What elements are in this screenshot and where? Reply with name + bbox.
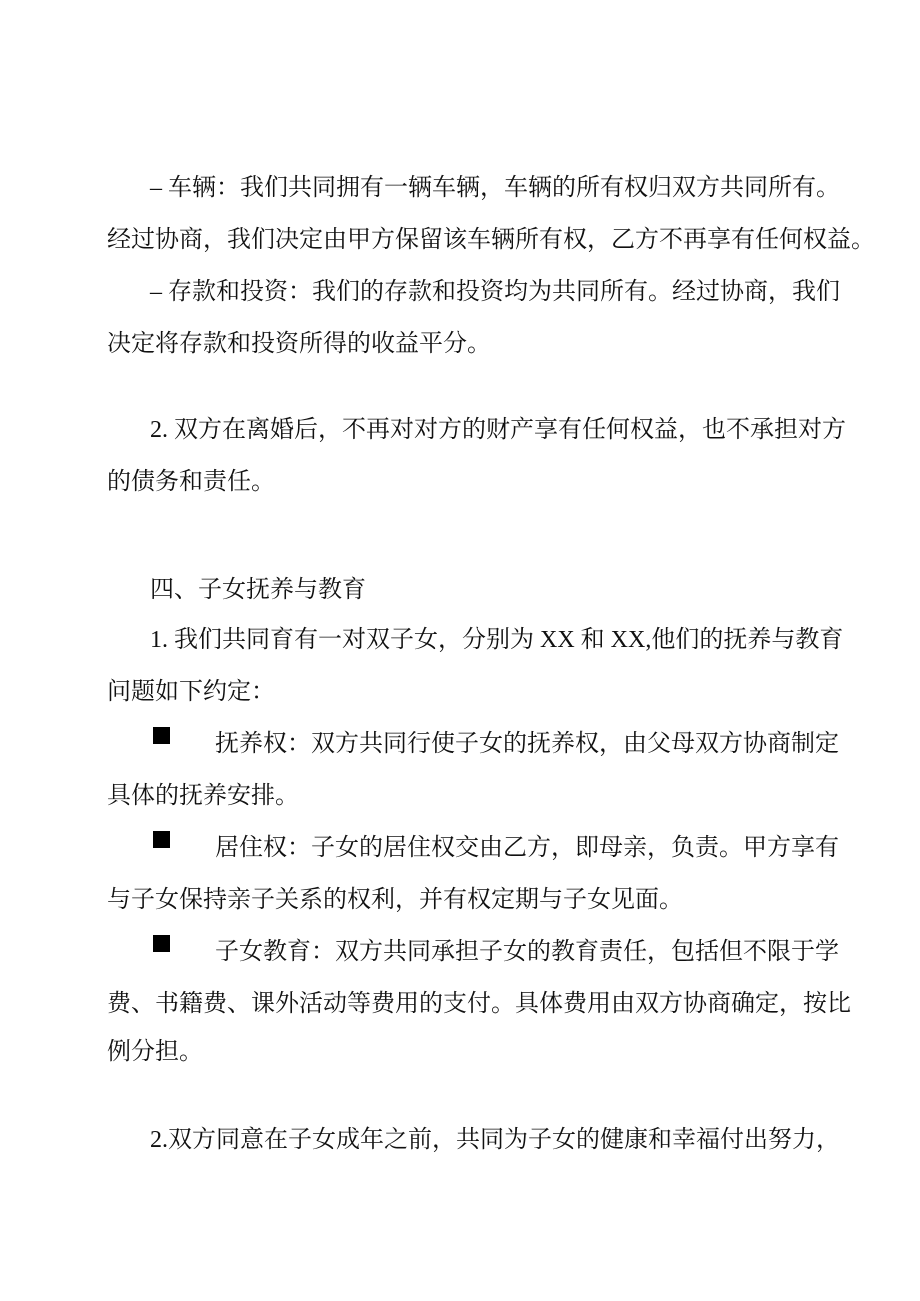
residence-line-2: 与子女保持亲子关系的权利，并有权定期与子女见面。 (107, 887, 683, 913)
custody-line-2: 具体的抚养安排。 (107, 783, 299, 809)
residence-line-1: 居住权：子女的居住权交由乙方，即母亲，负责。甲方享有 (215, 835, 839, 861)
education-line-1: 子女教育：双方共同承担子女的教育责任，包括但不限于学 (215, 939, 839, 965)
vehicle-line-2: 经过协商，我们决定由甲方保留该车辆所有权，乙方不再享有任何权益。 (107, 227, 875, 253)
education-line-2: 费、书籍费、课外活动等费用的支付。具体费用由双方协商确定，按比 (107, 991, 851, 1017)
square-bullet-icon (153, 727, 170, 744)
square-bullet-icon (153, 935, 170, 952)
clause4-1-line-1: 1. 我们共同育有一对双子女，分别为 XX 和 XX,他们的抚养与教育 (150, 627, 844, 653)
education-line-3: 例分担。 (107, 1039, 203, 1065)
vehicle-line-1: – 车辆：我们共同拥有一辆车辆，车辆的所有权归双方共同所有。 (150, 175, 840, 201)
custody-line-1: 抚养权：双方共同行使子女的抚养权，由父母双方协商制定 (215, 731, 839, 757)
clause4-2-line-1: 2.双方同意在子女成年之前，共同为子女的健康和幸福付出努力， (150, 1127, 840, 1153)
savings-line-2: 决定将存款和投资所得的收益平分。 (107, 331, 491, 357)
square-bullet-icon (153, 831, 170, 848)
clause2-line-1: 2. 双方在离婚后，不再对对方的财产享有任何权益，也不承担对方 (150, 417, 846, 443)
clause4-1-line-2: 问题如下约定： (107, 679, 275, 705)
section-heading: 四、子女抚养与教育 (150, 577, 366, 603)
savings-line-1: – 存款和投资：我们的存款和投资均为共同所有。经过协商，我们 (150, 279, 840, 305)
clause2-line-2: 的债务和责任。 (107, 469, 275, 495)
